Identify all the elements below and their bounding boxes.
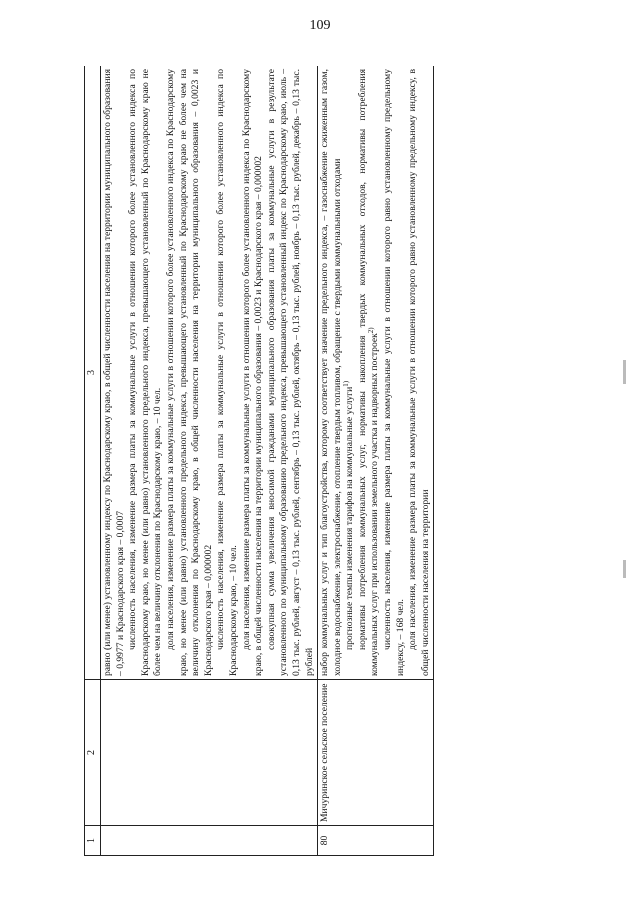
indicator-paragraph (344, 69, 357, 676)
rotated-table-area (84, 66, 577, 856)
header-col-3: 3 (85, 66, 101, 680)
tariff-table (84, 66, 434, 856)
rotated-table-frame (84, 66, 577, 856)
indicator-paragraph: численность населения, изменение размера платы за коммунальные услуги в отношении которого более установленного индекса по Краснодарскому краю, – 10 чел. (215, 69, 239, 676)
table-header-row (85, 66, 101, 856)
page-number: 109 (309, 18, 331, 33)
header-col-2: 2 (85, 680, 101, 826)
indicator-paragraph: совокупная сумма увеличения вносимой гражданами муниципального образования платы за коммунальные услуги в результате установленного по муниципальному образованию предельного индекса, превышающего установленный индекс по Краснодарскому краю, июль – 0,13 тыс. рублей, август – 0,13 тыс. рублей, сентябрь – 0,13 тыс. рублей, октябрь – 0,13 тыс. рублей, ноябрь – 0,13 тыс. рублей, декабрь – 0,13 тыс. рублей (265, 69, 315, 676)
header-col-1: 1 (85, 826, 101, 856)
indicator-paragraph: доля населения, изменение размера платы за коммунальные услуги в отношении которого более установленного индекса по Краснодарскому краю, в общей численности населения на территории муниципального образования – 0,0023 и Краснодарского края – 0,000002 (240, 69, 265, 676)
paragraph-text: набор коммунальных услуг и тип благоустройства, которому соответствует значение предельного индекса, – газоснабжение сжиженным газом, холодное водоснабжение, электроснабжение, отопление твердым топливом, обращение с твердыми коммунальными отходами (319, 69, 343, 676)
scan-artifact (623, 560, 626, 578)
indicator-paragraph: равно (или менее) установленному индексу по Краснодарскому краю, в общей численности населения на территории муниципального образования – 0,9977 и Краснодарского края – 0,0007 (102, 69, 126, 676)
indicator-paragraph (319, 69, 344, 676)
indicator-paragraph (382, 69, 407, 676)
table-row-80 (318, 66, 434, 856)
cell-indicators (318, 66, 434, 680)
indicator-paragraph (407, 69, 432, 676)
footnote-mark: 1) (342, 380, 351, 387)
row-number: 80 (318, 826, 434, 856)
table-row-continuation (101, 66, 318, 856)
footnote-mark: 2) (367, 327, 376, 334)
indicator-paragraph: численность населения, изменение размера платы за коммунальные услуги в отношении которого более установленного индекса по Краснодарскому краю, но менее (или равно) установленного предельного индекса, превышающего установленный по Краснодарскому краю не более чем на величину отклонения по Краснодарскому краю, – 10 чел. (127, 69, 164, 676)
indicator-paragraph: доля населения, изменение размера платы за коммунальные услуги в отношении которого более установленного индекса по Краснодарскому краю, но менее (или равно) установленного предельного индекса, превышающего установленный по Краснодарскому краю не более чем на величину отклонения по Краснодарскому краю, в общей численности населения на территории муниципального образования – 0,0023 и Краснодарского края – 0,000002 (164, 69, 214, 676)
indicator-paragraph (357, 69, 382, 676)
paragraph-text: прогнозные темпы изменения тарифов на коммунальные услуги (344, 386, 356, 650)
paragraph-text: численность населения, изменение размера платы за коммунальные услуги в отношении которого равно установленному предельному индексу, – 168 чел. (382, 69, 406, 676)
cell-municipality (101, 680, 318, 826)
scan-artifact (623, 360, 626, 384)
cell-number (101, 826, 318, 856)
municipality-name: Мичуринское сельское поселение (318, 680, 434, 826)
paragraph-text: нормативы потребления коммунальных услуг, нормативы накопления твердых коммунальных отходов, нормативы потребления коммунальных услуг при использовании земельного участка и надворных построек (356, 69, 381, 676)
cell-indicators (101, 66, 318, 680)
paragraph-text: доля населения, изменение размера платы за коммунальные услуги в отношении которого равно установленному предельному индексу, в общей численности населения на территории (407, 69, 431, 676)
